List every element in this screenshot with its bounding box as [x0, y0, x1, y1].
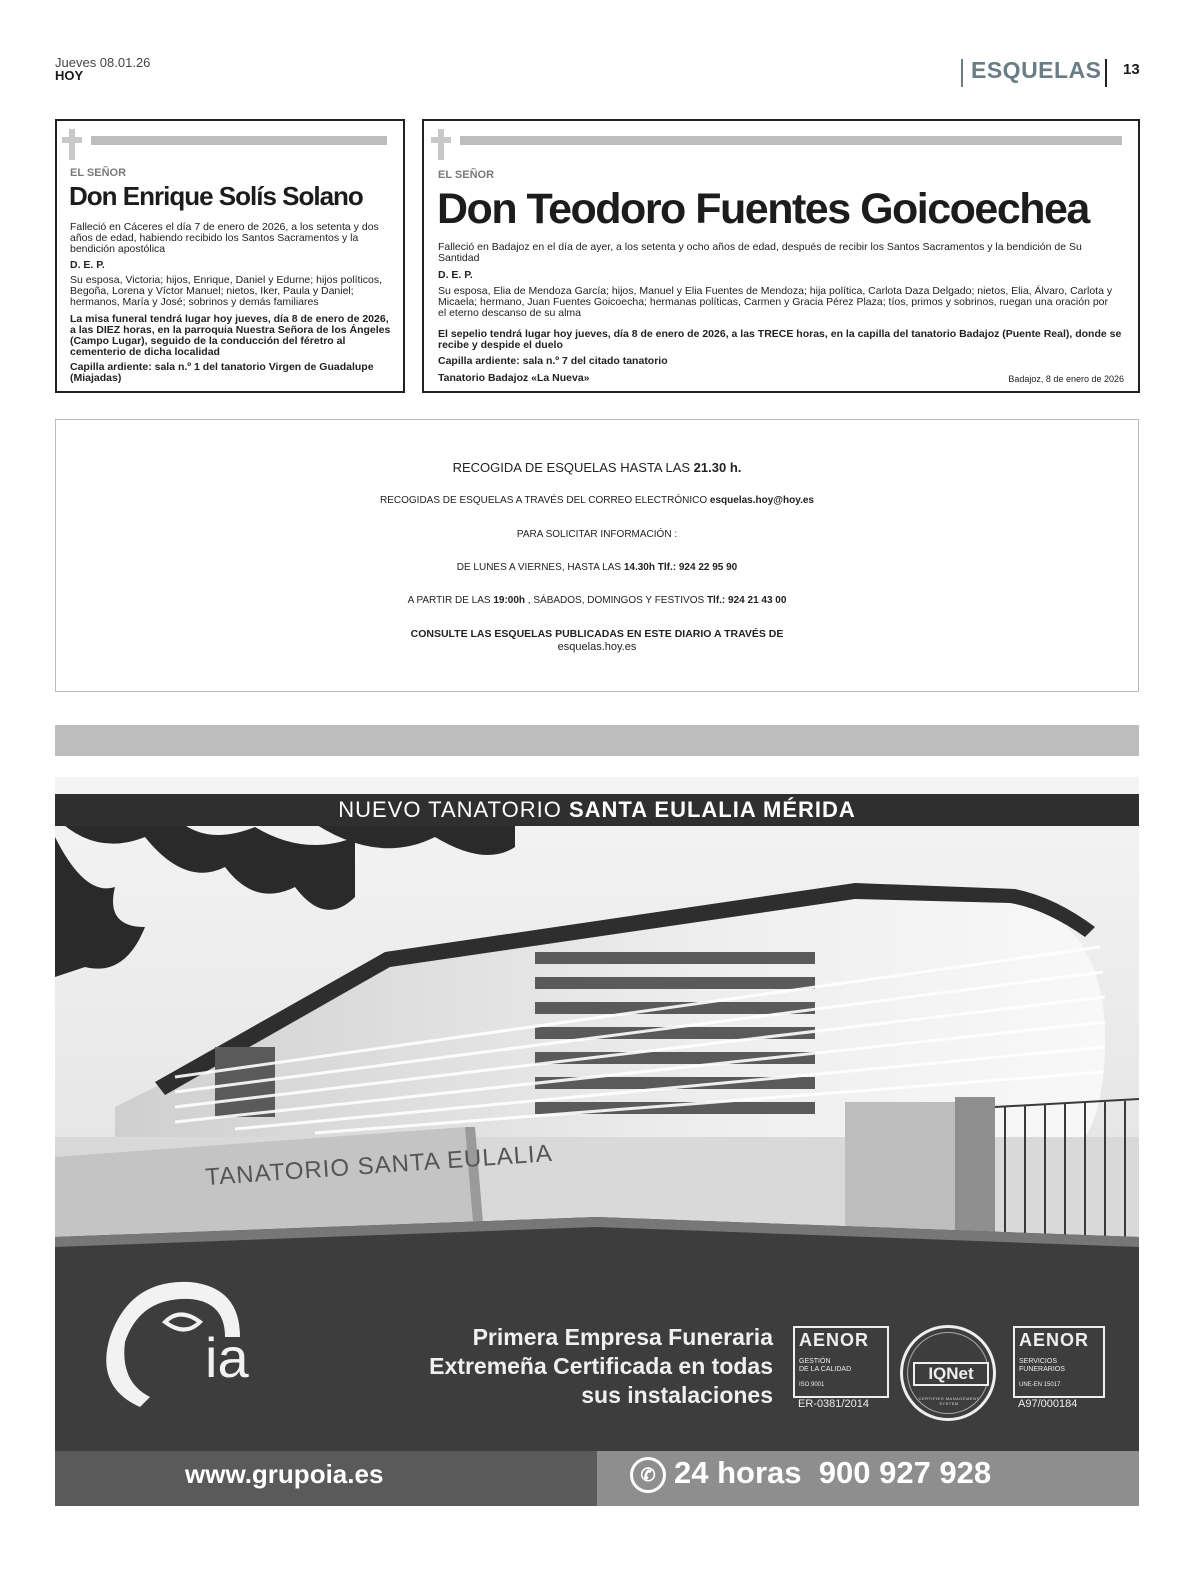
cert-norm: ISO 9001 [799, 1382, 825, 1388]
info-time: 21.30 h. [693, 460, 742, 475]
ad-title [55, 794, 1139, 826]
phone-contact [630, 1455, 991, 1493]
info-time: 19:00h [493, 595, 526, 606]
family-list: Su esposa, Elia de Mendoza García; hijos, Manuel y Elia Fuentes de Mendoza; hija política, Carlota Daza Delgado; nietos, Elia, Álvaro, Carlota y Micaela; hermano, Juan Fuentes Goicoecha; hermanas políticas, Carmen y Gracia Pérez Plaza; tíos, primos y sobrinos, ruegan una oración por el eterno descanso de su alma [438, 285, 1113, 319]
phone-number[interactable]: 900 927 928 [818, 1455, 992, 1490]
obituary-label: EL SEÑOR [70, 167, 127, 179]
phone-icon: ✆ [630, 1457, 666, 1493]
info-request: PARA SOLICITAR INFORMACIÓN : [516, 529, 678, 540]
info-email[interactable]: esquelas.hoy@hoy.es [709, 495, 814, 506]
header-publication: HOY [55, 68, 84, 83]
funeral-home: Tanatorio Badajoz «La Nueva» [438, 372, 590, 384]
death-notice: Falleció en Badajoz en el día de ayer, a los setenta y ocho años de edad, después de recibir los Santos Sacramentos y la bendición de Su Santidad [438, 241, 1082, 264]
obituary-label: EL SEÑOR [438, 169, 495, 181]
info-text: , SÁBADOS, DOMINGOS Y FESTIVOS [525, 595, 707, 606]
rest-in-peace: D. E. P. [70, 259, 105, 271]
death-notice: Falleció en Cáceres el día 7 de enero de 2026, a los setenta y dos años de edad, habiendo recibido los Santos Sacramentos y la bendición apostólica [70, 221, 379, 255]
cert-norm: UNE-EN 15017 [1019, 1382, 1061, 1388]
aenor-services-badge [1013, 1326, 1105, 1398]
submission-info-box [55, 419, 1139, 692]
deceased-name: Don Teodoro Fuentes Goicoechea [437, 185, 1089, 233]
obituary-card [55, 119, 405, 393]
slogan-line: Extremeña Certificada en todas [429, 1353, 773, 1379]
separator-band [55, 725, 1139, 756]
slogan-line: sus instalaciones [581, 1382, 773, 1408]
cert-line: SERVICIOS [1019, 1358, 1057, 1365]
info-text: A PARTIR DE LAS [407, 595, 494, 606]
info-deadline [56, 460, 1138, 475]
header-divider [961, 59, 963, 87]
section-title: ESQUELAS [971, 57, 1102, 83]
cross-icon-bar [62, 137, 82, 143]
ad-title-bold: SANTA EULALIA MÉRIDA [568, 797, 856, 822]
page-number: 13 [1123, 61, 1140, 78]
funeral-details: El sepelio tendrá lugar hoy jueves, día 8 de enero de 2026, a las TRECE horas, en la capilla del tanatorio Badajoz (Puente Real), donde se recibe y despide el duelo [438, 328, 1122, 351]
info-weekday-line [56, 562, 1138, 573]
wall-sign: TANATORIO SANTA EULALIA [204, 1139, 554, 1192]
cert-title: AENOR [1019, 1330, 1090, 1350]
header-date: Jueves 08.01.26 [55, 55, 151, 70]
info-email-line [56, 495, 1138, 506]
header-rule [91, 136, 387, 145]
ad-slogan [305, 1323, 773, 1410]
info-phone: 14.30h Tlf.: 924 22 95 90 [623, 562, 738, 573]
deceased-name: Don Enrique Solís Solano [69, 181, 363, 211]
cert-line: DE LA CALIDAD [799, 1366, 852, 1373]
info-phone: Tlf.: 924 21 43 00 [706, 595, 787, 606]
rest-in-peace: D. E. P. [438, 269, 473, 281]
slogan-line: Primera Empresa Funeraria [472, 1324, 773, 1350]
cert-subtitle [1019, 1358, 1065, 1374]
phone-label: 24 horas [674, 1455, 802, 1490]
info-text: DE LUNES A VIERNES, HASTA LAS [456, 562, 624, 573]
cert-code: A97/000184 [1018, 1398, 1078, 1410]
website-link[interactable]: www.grupoia.es [185, 1459, 384, 1489]
cross-icon [438, 129, 444, 160]
cert-code: ER-0381/2014 [798, 1398, 869, 1410]
cert-line: FUNERARIOS [1019, 1366, 1065, 1373]
iqnet-badge-icon [900, 1325, 996, 1421]
info-consult: CONSULTE LAS ESQUELAS PUBLICADAS EN ESTE DIARIO A TRAVÉS DE [410, 628, 784, 640]
obituary-card [422, 119, 1140, 393]
ad-title-regular: NUEVO TANATORIO [338, 797, 569, 822]
chapel-details: Capilla ardiente: sala n.º 1 del tanatorio Virgen de Guadalupe (Miajadas) [70, 361, 374, 384]
iqnet-title: IQNet [913, 1362, 989, 1386]
cert-subtitle [799, 1358, 851, 1374]
cert-title: AENOR [799, 1330, 870, 1350]
grupoia-logo-text: ia [205, 1326, 249, 1389]
info-weekend-line [56, 595, 1138, 606]
info-website[interactable]: esquelas.hoy.es [557, 641, 637, 653]
funeral-home-ad [55, 777, 1139, 1506]
header-divider [1105, 59, 1107, 87]
header-rule [460, 136, 1122, 145]
iqnet-ring-text: CERTIFIED MANAGEMENT SYSTEM [918, 1396, 980, 1406]
place-date: Badajoz, 8 de enero de 2026 [1008, 374, 1124, 384]
info-text: RECOGIDA DE ESQUELAS HASTA LAS [452, 460, 694, 475]
family-list: Su esposa, Victoria; hijos, Enrique, Daniel y Edurne; hijos políticos, Begoña, Lorena y Víctor Manuel; nietos, Iker, Paula y Daniel; hermanos, María y José; sobrinos y demás familiares [70, 274, 383, 308]
chapel-details: Capilla ardiente: sala n.º 7 del citado tanatorio [438, 355, 668, 367]
cross-icon [69, 129, 75, 160]
ad-bottom-panel [55, 1255, 1139, 1506]
cross-icon-bar [431, 137, 451, 143]
funeral-details: La misa funeral tendrá lugar hoy jueves, día 8 de enero de 2026, a las DIEZ horas, en la parroquia Nuestra Señora de los Ángeles (Campo Lugar), seguido de la conducción del féretro al cementerio de dicha localidad [70, 313, 391, 358]
info-text: RECOGIDAS DE ESQUELAS A TRAVÉS DEL CORREO ELECTRÓNICO [380, 495, 710, 506]
cert-line: GESTIÓN [799, 1358, 831, 1365]
aenor-quality-badge [793, 1326, 889, 1398]
